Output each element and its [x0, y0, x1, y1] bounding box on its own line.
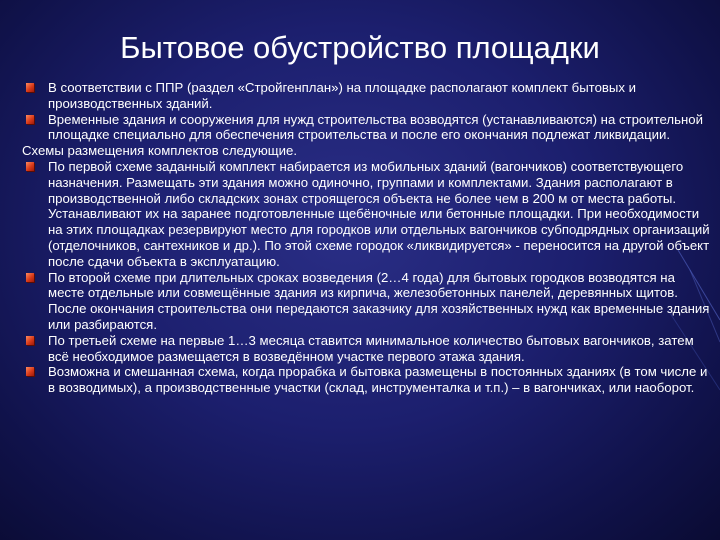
bullet-icon	[26, 162, 34, 171]
scheme-text: По второй схеме при длительных сроках возведения (2…4 года) для бытовых городков возводятся на месте отдельные или совмещённые здания из кирпича, железобетонных панелей, деревянных щитов. После окончания строительства они передаются заказчику для хозяйственных нужд как временные здания или разбираются.	[48, 269, 710, 332]
scheme-item	[22, 270, 712, 333]
bullet-icon	[26, 336, 34, 345]
scheme-item	[22, 159, 712, 270]
bullet-icon	[26, 367, 34, 376]
bullet-text: В соответствии с ППР (раздел «Стройгенплан») на площадке располагают комплект бытовых и производственных зданий.	[48, 80, 637, 111]
bullet-icon	[26, 273, 34, 282]
scheme-text: По третьей схеме на первые 1…3 месяца ставится минимальное количество бытовых вагончиков, затем всё необходимое размещается в возведённом участке первого этажа здания.	[48, 332, 694, 364]
bullet-icon	[26, 115, 34, 124]
bullet-icon	[26, 83, 34, 92]
bullet-text: Временные здания и сооружения для нужд строительства возводятся (устанавливаются) на строительной площадке специально для обеспечения строительства и после его окончания подлежат ликвидации.	[48, 111, 703, 143]
scheme-item	[22, 364, 712, 396]
slide-title: Бытовое обустройство площадки	[120, 30, 600, 65]
bullet-item	[22, 80, 712, 112]
slide-body	[22, 80, 712, 396]
scheme-text: По первой схеме заданный комплект набирается из мобильных зданий (вагончиков) соответствующего назначения. Размещать эти здания можно одиночно, группами и комплектами. Здания располагают в производственной либо складских зонах строящегося объекта не более чем в 200 м от места работы. Устанавливают их на заранее подготовленные щебёночные или бетонные площадки. При необходимости на этих площадках резервируют место для городков или отдельных вагончиков субподрядных организаций (отделочников, сантехников и др.). По этой схеме городок «ликвидируется» - переносится на другой объект после сдачи объекта в эксплуатацию.	[48, 158, 710, 269]
scheme-text: Возможна и смешанная схема, когда прорабка и бытовка размещены в постоянных зданиях (в том числе и в возводимых), а производственные участки (склад, инструменталка и т.п.) – в вагончиках, или наоборот.	[48, 364, 708, 396]
scheme-item	[22, 333, 712, 365]
schemes-heading: Схемы размещения комплектов следующие.	[22, 143, 297, 159]
bullet-item	[22, 112, 712, 144]
